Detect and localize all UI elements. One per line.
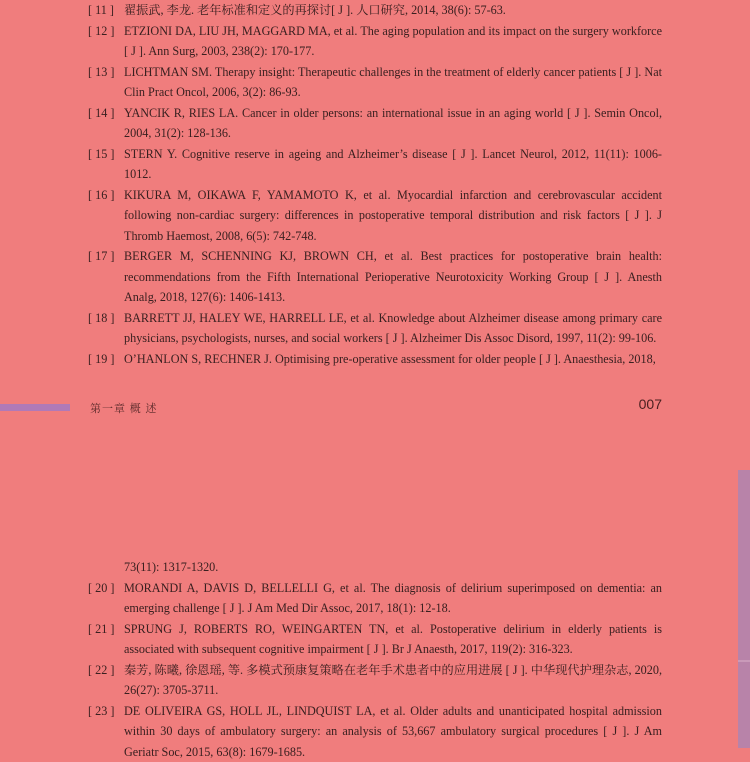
reference-text: STERN Y. Cognitive reserve in ageing and Alzheimer’s disease [ J ]. Lancet Neurol, 2012, 11(11): 1006-1012. [124,147,662,182]
reference-text: YANCIK R, RIES LA. Cancer in older persons: an international issue in an aging world [ J ]. Semin Oncol, 2004, 31(2): 128-136. [124,106,662,141]
footer-accent-bar [0,404,70,411]
reference-number: [ 23 ] [88,701,114,722]
reference-number: [ 12 ] [88,21,114,42]
reference-number: [ 17 ] [88,246,114,267]
reference-text: MORANDI A, DAVIS D, BELLELLI G, et al. The diagnosis of delirium superimposed on dementia: an emerging challenge [ J ]. J Am Med Dir Assoc, 2017, 18(1): 12-18. [124,581,662,616]
reference-text: ETZIONI DA, LIU JH, MAGGARD MA, et al. The aging population and its impact on the surgery workforce [ J ]. Ann Surg, 2003, 238(2): 170-177. [124,24,662,59]
reference-number: [ 15 ] [88,144,114,165]
reference-item [88,660,662,701]
reference-continuation: 73(11): 1317-1320. [88,557,662,578]
reference-item [88,619,662,660]
reference-number: [ 14 ] [88,103,114,124]
reference-number: [ 16 ] [88,185,114,206]
reference-number: [ 22 ] [88,660,114,681]
reference-item [88,578,662,619]
reference-item [88,103,662,144]
edge-tab-notch [738,660,750,662]
reference-item [88,246,662,308]
reference-item [88,308,662,349]
reference-number: [ 18 ] [88,308,114,329]
reference-text: O’HANLON S, RECHNER J. Optimising pre-operative assessment for older people [ J ]. Anaesthesia, 2018, [124,352,656,366]
reference-text: KIKURA M, OIKAWA F, YAMAMOTO K, et al. Myocardial infarction and cerebrovascular accident following non-cardiac surgery: differences in postoperative temporal distribution and risk factors [ J ]. J Thromb Haemost, 2008, 6(5): 742-748. [124,188,662,243]
reference-item [88,0,662,21]
reference-item [88,185,662,247]
reference-item [88,701,662,762]
reference-text: BERGER M, SCHENNING KJ, BROWN CH, et al. Best practices for postoperative brain health: recommendations from the Fifth International Perioperative Neurotoxicity Working Group [ J ]. Anesth Analg, 2018, 127(6): 1406-1413. [124,249,662,304]
reference-text: BARRETT JJ, HALEY WE, HARRELL LE, et al. Knowledge about Alzheimer disease among primary care physicians, psychologists, nurses, and social workers [ J ]. Alzheimer Dis Assoc Disord, 1997, 11(2): 99-106. [124,311,662,346]
reference-number: [ 21 ] [88,619,114,640]
reference-number: [ 19 ] [88,349,114,370]
reference-item [88,21,662,62]
reference-list-top [88,0,662,369]
reference-list-bottom [88,557,662,762]
reference-item [88,349,662,370]
page-number: 007 [639,396,662,412]
page-edge-tab [738,470,750,748]
reference-text: 翟振武, 李龙. 老年标准和定义的再探讨[ J ]. 人口研究, 2014, 38(6): 57-63. [124,3,506,17]
reference-text: DE OLIVEIRA GS, HOLL JL, LINDQUIST LA, et al. Older adults and unanticipated hospital admission within 30 days of ambulatory surgery: an analysis of 53,667 ambulatory surgical procedures [ J ]. J Am Geriatr Soc, 2015, 63(8): 1679-1685. [124,704,662,759]
reference-number: [ 20 ] [88,578,114,599]
reference-text: 秦芳, 陈曦, 徐恩瑶, 等. 多模式预康复策略在老年手术患者中的应用进展 [ J ]. 中华现代护理杂志, 2020, 26(27): 3705-3711. [124,663,662,698]
reference-text: SPRUNG J, ROBERTS RO, WEINGARTEN TN, et al. Postoperative delirium in elderly patients is associated with subsequent cognitive impairment [ J ]. Br J Anaesth, 2017, 119(2): 316-323. [124,622,662,657]
reference-number: [ 13 ] [88,62,114,83]
reference-text: LICHTMAN SM. Therapy insight: Therapeutic challenges in the treatment of elderly cancer patients [ J ]. Nat Clin Pract Oncol, 2006, 3(2): 86-93. [124,65,662,100]
reference-item [88,144,662,185]
reference-number: [ 11 ] [88,0,114,21]
footer-chapter: 第一章 概 述 [90,400,158,416]
reference-item [88,62,662,103]
